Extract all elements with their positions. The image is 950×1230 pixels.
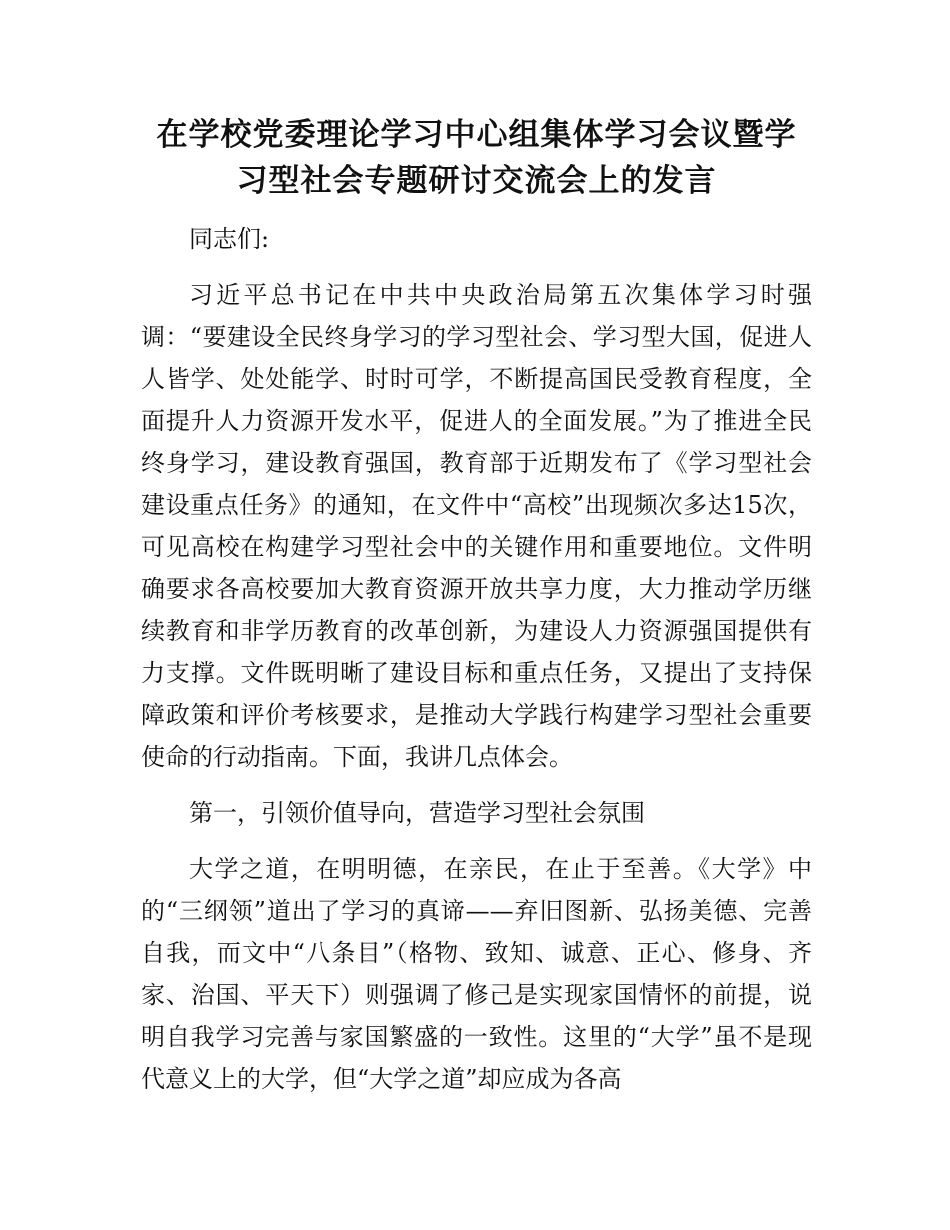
document-title — [141, 112, 812, 204]
title-line-1: 在学校党委理论学习中心组集体学习会议暨学 — [156, 117, 797, 153]
section-heading-1: 第一，引领价值导向，营造学习型社会氛围 — [189, 799, 645, 827]
title-line-2: 习型社会专题研讨交流会上的发言 — [236, 163, 717, 199]
paragraph-section-1: 大学之道，在明明德，在亲民，在止于至善。《大学》中的“三纲领”道出了学习的真谛——弃旧图新、弘扬美德、完善自我，而文中“八条目”（格物、致知、诚意、正心、修身、齐家、治国、平天下）则强调了修己是实现家国情怀的前提，说明自我学习完善与家国繁盛的一致性。这里的“大学”虽不是现代意义上的大学，但“大学之道”却应成为各高 — [141, 855, 812, 1093]
paragraph-intro: 习近平总书记在中共中央政治局第五次集体学习时强调：“要建设全民终身学习的学习型社会、学习型大国，促进人人皆学、处处能学、时时可学，不断提高国民受教育程度，全面提升人力资源开发水平，促进人的全面发展。”为了推进全民终身学习，建设教育强国，教育部于近期发布了《学习型社会建设重点任务》的通知，在文件中“高校”出现频次多达15次，可见高校在构建学习型社会中的关键作用和重要地位。文件明确要求各高校要加大教育资源开放共享力度，大力推动学历继续教育和非学历教育的改革创新，为建设人力资源强国提供有力支撑。文件既明晰了建设目标和重点任务，又提出了支持保障政策和评价考核要求，是推动大学践行构建学习型社会重要使命的行动指南。下面，我讲几点体会。 — [141, 281, 812, 771]
salutation: 同志们: — [189, 225, 270, 253]
